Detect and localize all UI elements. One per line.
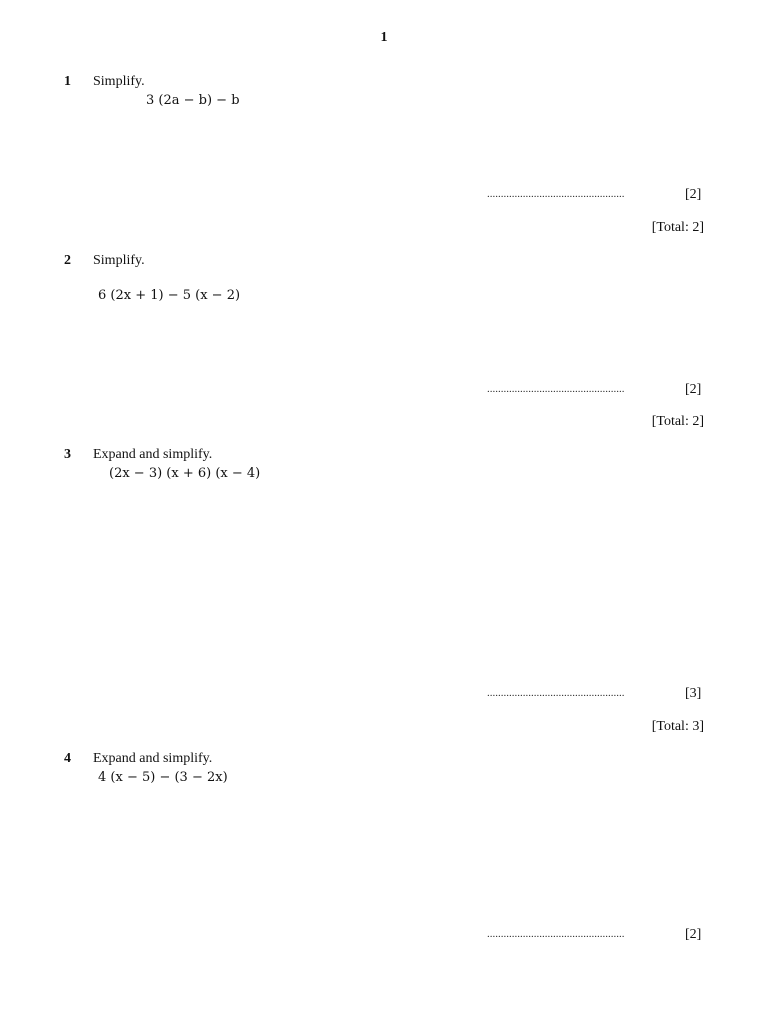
marks-label: [3] <box>685 686 702 701</box>
question-expression: (2x − 3) (x + 6) (x − 4) <box>109 466 261 481</box>
marks-label: [2] <box>685 382 702 397</box>
marks-label: [2] <box>685 927 702 942</box>
total-label: [Total: 3] <box>651 719 704 734</box>
question-instruction: Simplify. <box>93 74 145 89</box>
answer-line[interactable]: .................................................. <box>487 928 625 940</box>
answer-line[interactable]: .................................................. <box>487 188 625 200</box>
question-number: 3 <box>64 447 71 462</box>
question-instruction: Expand and simplify. <box>93 751 213 766</box>
marks-label: [2] <box>685 187 702 202</box>
question-number: 1 <box>64 74 71 89</box>
question-number: 2 <box>64 253 71 268</box>
question-expression: 4 (x − 5) − (3 − 2x) <box>98 770 228 785</box>
question-number: 4 <box>64 751 71 766</box>
answer-line[interactable]: .................................................. <box>487 687 625 699</box>
total-label: [Total: 2] <box>651 220 704 235</box>
question-instruction: Expand and simplify. <box>93 447 213 462</box>
question-expression: 3 (2a − b) − b <box>146 93 240 108</box>
answer-line[interactable]: .................................................. <box>487 383 625 395</box>
question-expression: 6 (2x + 1) − 5 (x − 2) <box>98 288 241 303</box>
page-number: 1 <box>380 30 388 45</box>
question-instruction: Simplify. <box>93 253 145 268</box>
total-label: [Total: 2] <box>651 414 704 429</box>
